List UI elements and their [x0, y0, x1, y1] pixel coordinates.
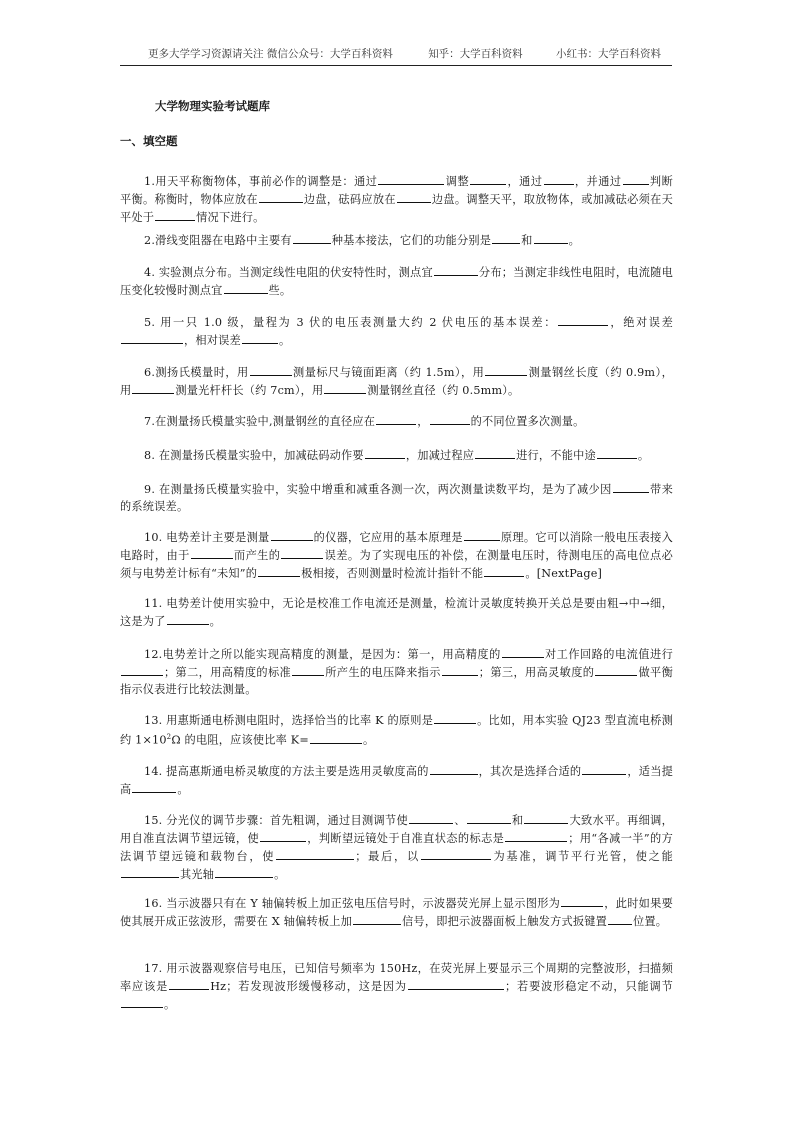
q-text: 其光轴 [180, 868, 215, 881]
blank [430, 412, 470, 425]
question-4 [120, 263, 673, 299]
blank [582, 762, 626, 775]
q-text: 。比如，用本实验 QJ23 型直流电桥测约 1×10 [120, 714, 673, 747]
blank [505, 829, 567, 842]
blank [132, 780, 176, 793]
q-text: ，绝对误差 [609, 316, 673, 329]
q-text: 。 [278, 334, 291, 347]
q-text: 进行，不能中途 [516, 449, 596, 462]
q-text: 。 [362, 733, 375, 747]
q-text: 边盘。调整天平，取放物体，或加减砝必须在天平处于 [120, 193, 673, 224]
q-text: 8. 在测量扬氏模量实验中，加减砝码动作要 [144, 449, 364, 462]
question-6 [120, 363, 673, 399]
q-text: 。 [164, 998, 176, 1011]
blank [169, 977, 209, 990]
q-text: 。 [274, 868, 286, 881]
q-text: 位置。 [633, 915, 668, 928]
blank [561, 894, 603, 907]
q-text: 判断平衡。称衡时，物体应放在 [120, 175, 673, 206]
q-text: 9. 在测量扬氏模量实验中，实验中增重和减重各测一次，两次测量读数平均，是为了减少因 [144, 483, 612, 496]
question-5 [120, 313, 673, 349]
q-text: ；最后，以 [355, 850, 420, 863]
q-text: 。[NextPage] [525, 567, 603, 580]
q-text: 7.在测量扬氏模量实验中,测量钢丝的直径应在 [144, 415, 376, 428]
blank [492, 231, 520, 244]
blank [271, 528, 313, 541]
q-text: ，此时如果要使其展开成正弦波形，需要在 X 轴偏转板上加 [120, 897, 673, 928]
page-header [120, 46, 672, 66]
q-text: 为基准，调节平行光管，使之能 [491, 850, 673, 863]
q-text: 和 [511, 814, 524, 827]
q-text: 5. 用一只 1.0 级，量程为 3 伏的电压表测量大约 2 伏电压的基本误差： [144, 316, 557, 329]
blank [524, 811, 568, 824]
blank [623, 172, 649, 185]
blank [276, 847, 354, 860]
blank [608, 912, 632, 925]
document-title: 大学物理实验考试题库 [155, 99, 270, 113]
q-text: ，并通过 [574, 175, 622, 188]
q-text: 的不同位置多次测量。 [470, 415, 585, 428]
blank [502, 645, 544, 658]
header-zhihu: 知乎：大学百科资料 [428, 48, 523, 60]
q-text: 17. 用示波器观察信号电压，已知信号频率为 150Hz，在荧光屏上要显示三个周期的完整波形，扫描频率应该是 [120, 962, 673, 993]
q-text: ；若要波形稳定不动，只能调节 [504, 980, 673, 993]
blank [121, 995, 163, 1008]
q-text: 做平衡指示仪表进行比较法测量。 [120, 666, 673, 696]
q-text: Ω 的电阻，应该使比率 K= [171, 733, 309, 747]
question-15 [120, 811, 673, 883]
q-text: ，相对误差 [184, 334, 241, 347]
blank [397, 190, 431, 203]
q-text: 误差。为了实现电压的补偿，在测量电压时，待测电压的高电位点必须与电势差计标有“未知”的 [120, 549, 673, 580]
q-text: 6.测扬氏模量时，用 [144, 366, 249, 379]
q-text: 15. 分光仪的调节步骤：首先粗调，通过目测调节使 [144, 814, 409, 827]
q-text: 1.用天平称衡物体，事前必作的调整是：通过 [144, 175, 378, 188]
q-text: 10. 电势差计主要是测量 [144, 531, 270, 544]
blank [365, 446, 405, 459]
q-text: 情况下进行。 [196, 211, 265, 224]
blank [421, 847, 491, 860]
q-text: 测量钢丝直径（约 0.5mm）。 [367, 384, 520, 397]
blank [155, 208, 195, 221]
header-xiaohongshu: 小红书：大学百科资料 [556, 48, 662, 60]
blank [310, 731, 362, 744]
blank [258, 564, 300, 577]
q-text: 、 [454, 814, 466, 827]
question-11 [120, 595, 673, 630]
blank [293, 231, 331, 244]
blank [378, 172, 444, 185]
blank [475, 446, 515, 459]
question-12 [120, 645, 673, 698]
q-text: 16. 当示波器只有在 Y 轴偏转板上加正弦电压信号时，示波器荧光屏上显示图形为 [144, 897, 561, 910]
q-text: 原理。它可以消除一般电压表接入电路时，由于 [120, 531, 673, 562]
q-text: 信号，即把示波器面板上触发方式扳键置 [402, 915, 608, 928]
q-text: 对工作回路的电流值进行 [544, 648, 673, 661]
question-16 [120, 894, 673, 930]
blank [484, 564, 524, 577]
q-text: ，判断望远镜处于自准直状态的标志是 [307, 832, 505, 845]
q-text: 些。 [268, 284, 292, 297]
blank [544, 172, 574, 185]
blank [121, 865, 179, 878]
q-text: ， [417, 415, 429, 428]
question-2 [120, 231, 673, 249]
blank [464, 528, 500, 541]
blank [250, 363, 292, 376]
blank [470, 172, 506, 185]
blank [613, 480, 649, 493]
blank [485, 363, 527, 376]
q-text: 13. 用惠斯通电桥测电阻时，选择恰当的比率 K 的原则是 [144, 714, 434, 727]
q-text: ；第三，用高灵敏度的 [478, 666, 595, 679]
blank [595, 663, 637, 676]
blank [409, 811, 453, 824]
exponent: 2 [166, 733, 172, 741]
blank [430, 762, 478, 775]
q-text: 测量标尺与镜面距离（约 1.5m），用 [292, 366, 485, 379]
question-10 [120, 528, 673, 582]
question-8 [120, 446, 673, 464]
question-1 [120, 172, 673, 226]
blank [434, 711, 476, 724]
q-text: 的仪器，它应用的基本原理是 [313, 531, 463, 544]
blank [281, 546, 323, 559]
blank [259, 190, 303, 203]
section-heading: 一、填空题 [120, 134, 178, 148]
q-text: 。 [177, 783, 189, 796]
question-17 [120, 960, 673, 1013]
blank [534, 231, 568, 244]
q-text: 4. 实验测点分布。当测定线性电阻的伏安特性时，测点宜 [144, 266, 433, 279]
q-text: 和 [521, 234, 533, 247]
question-14 [120, 762, 673, 798]
q-text: 而产生的 [233, 549, 281, 562]
blank [353, 912, 401, 925]
question-9 [120, 480, 673, 515]
q-text: 大致水平。再细调，用自准直法调节望远镜，使 [120, 814, 673, 845]
q-text: 11. 电势差计使用实验中，无论是校准工作电流还是测量，检流计灵敏度转换开关总是要由粗→中→细，这是为了 [120, 597, 673, 628]
blank [597, 446, 637, 459]
q-text: 调整 [445, 175, 470, 188]
blank [467, 811, 511, 824]
q-text: 种基本接法，它们的功能分别是 [331, 234, 492, 247]
question-7 [120, 412, 673, 430]
q-text: ；第二，用高精度的标准 [164, 666, 292, 679]
blank [408, 977, 504, 990]
blank [292, 663, 324, 676]
q-text: ，通过 [507, 175, 543, 188]
q-text: 测量钢丝长度（约 0.9m），用 [120, 366, 673, 397]
blank [191, 546, 233, 559]
blank [215, 865, 273, 878]
q-text: 分布；当测定非线性电阻时，电流随电压变化较慢时测点宜 [120, 266, 673, 297]
blank [558, 313, 608, 326]
blank [121, 663, 163, 676]
header-notice: 更多大学学习资源请关注 微信公众号：大学百科资料 [148, 48, 393, 60]
blank [242, 331, 278, 344]
question-13 [120, 711, 673, 749]
q-text: 。 [568, 234, 580, 247]
q-text: 2.滑线变阻器在电路中主要有 [144, 234, 292, 247]
blank [167, 612, 209, 625]
q-text: 。 [637, 449, 650, 462]
q-text: Hz；若发现波形缓慢移动，这是因为 [210, 980, 407, 993]
q-text: ，其次是选择合适的 [478, 765, 582, 778]
blank [260, 829, 306, 842]
q-text: ，加减过程应 [405, 449, 475, 462]
q-text: 极相接，否则测量时检流计指针不能 [301, 567, 484, 580]
q-text: 所产生的电压降来指示 [325, 666, 441, 679]
blank [324, 381, 366, 394]
q-text: ，适当提高 [120, 765, 673, 796]
blank [442, 663, 478, 676]
blank [434, 263, 478, 276]
blank [132, 381, 174, 394]
q-text: 测量光杆杆长（约 7cm），用 [175, 384, 324, 397]
q-text: 12.电势差计之所以能实现高精度的测量，是因为：第一，用高精度的 [144, 648, 501, 661]
blank [121, 331, 183, 344]
blank [376, 412, 416, 425]
q-text: 边盘，砝码应放在 [303, 193, 396, 206]
q-text: 带来的系统误差。 [120, 483, 673, 513]
q-text: 14. 提高惠斯通电桥灵敏度的方法主要是选用灵敏度高的 [144, 765, 429, 778]
q-text: ；用“各减一半”的方法调节望远镜和载物台，使 [120, 832, 673, 863]
q-text: 。 [209, 615, 221, 628]
blank [224, 281, 268, 294]
